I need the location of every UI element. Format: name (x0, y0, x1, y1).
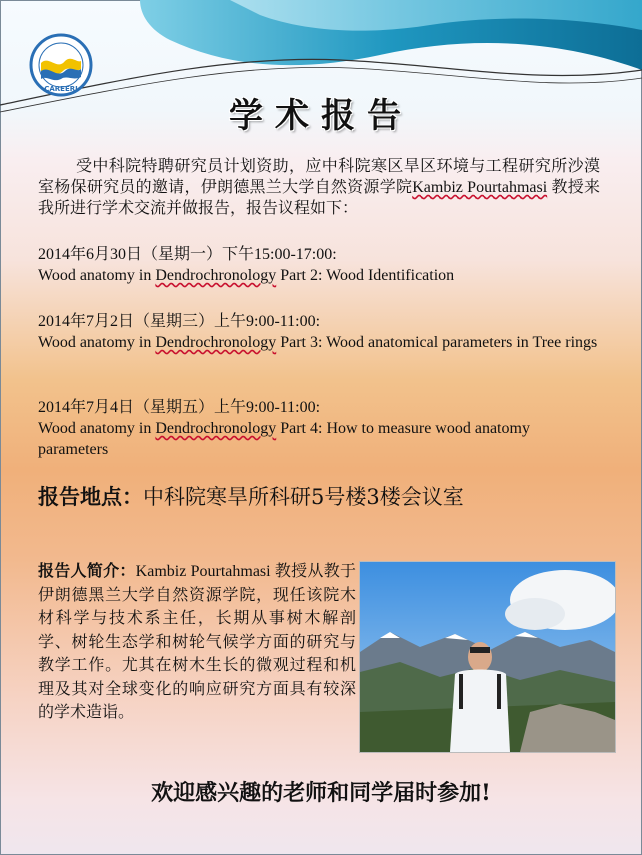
closing-invitation: 欢迎感兴趣的老师和同学届时参加! (151, 780, 491, 806)
speaker-bio-text: Kambiz Pourtahmasi 教授从教于伊朗德黑兰大学自然资源学院，现任该院木材科学与技术系主任，长期从事树木解剖学、树轮生态学和树轮气候学方面的研究与教学工作。尤其在树木生长的微观过程和机理及其对全球变化的响应研究方面具有较深的学术造诣。 (38, 563, 356, 721)
location-line (38, 483, 464, 511)
session-topic: Wood anatomy in Dendrochronology Part 3: Wood anatomical parameters in Tree rings (38, 334, 598, 351)
intro-text-2: 教授来我所进行学术交流并做报告，报告议程如下： (38, 179, 600, 217)
location-value: 中科院寒旱所科研5号楼3楼会议室 (143, 485, 464, 509)
session-datetime: 2014年6月30日（星期一）下午15:00-17:00: (38, 246, 337, 263)
intro-paragraph (38, 156, 600, 219)
intro-text-1: 受中科院特聘研究员计划资助，应中科院寒区旱区环境与工程研究所沙漠室杨保研究员的邀请，伊朗德黑兰大学自然资源学院 (38, 158, 600, 196)
location-label: 报告地点： (38, 484, 143, 509)
session-2 (38, 311, 603, 353)
session-datetime: 2014年7月2日（星期三）上午9:00-11:00: (38, 313, 321, 330)
keyword: Dendrochronology (155, 267, 277, 284)
session-topic: Wood anatomy in Dendrochronology Part 2: Wood Identification (38, 267, 455, 284)
speaker-bio (38, 560, 356, 725)
keyword: Dendrochronology (155, 420, 277, 437)
session-3 (38, 397, 603, 460)
page-title: 学术报告 (229, 96, 413, 136)
speaker-name: Kambiz Pourtahmasi (412, 179, 548, 196)
session-topic: Wood anatomy in Dendrochronology Part 4: How to measure wood anatomy parameters (38, 420, 530, 458)
session-1 (38, 244, 603, 286)
speaker-photo (359, 561, 616, 753)
logo-text: CAREERI (44, 85, 78, 93)
keyword: Dendrochronology (155, 334, 277, 351)
speaker-bio-label: 报告人简介： (38, 563, 136, 580)
session-datetime: 2014年7月4日（星期五）上午9:00-11:00: (38, 399, 321, 416)
